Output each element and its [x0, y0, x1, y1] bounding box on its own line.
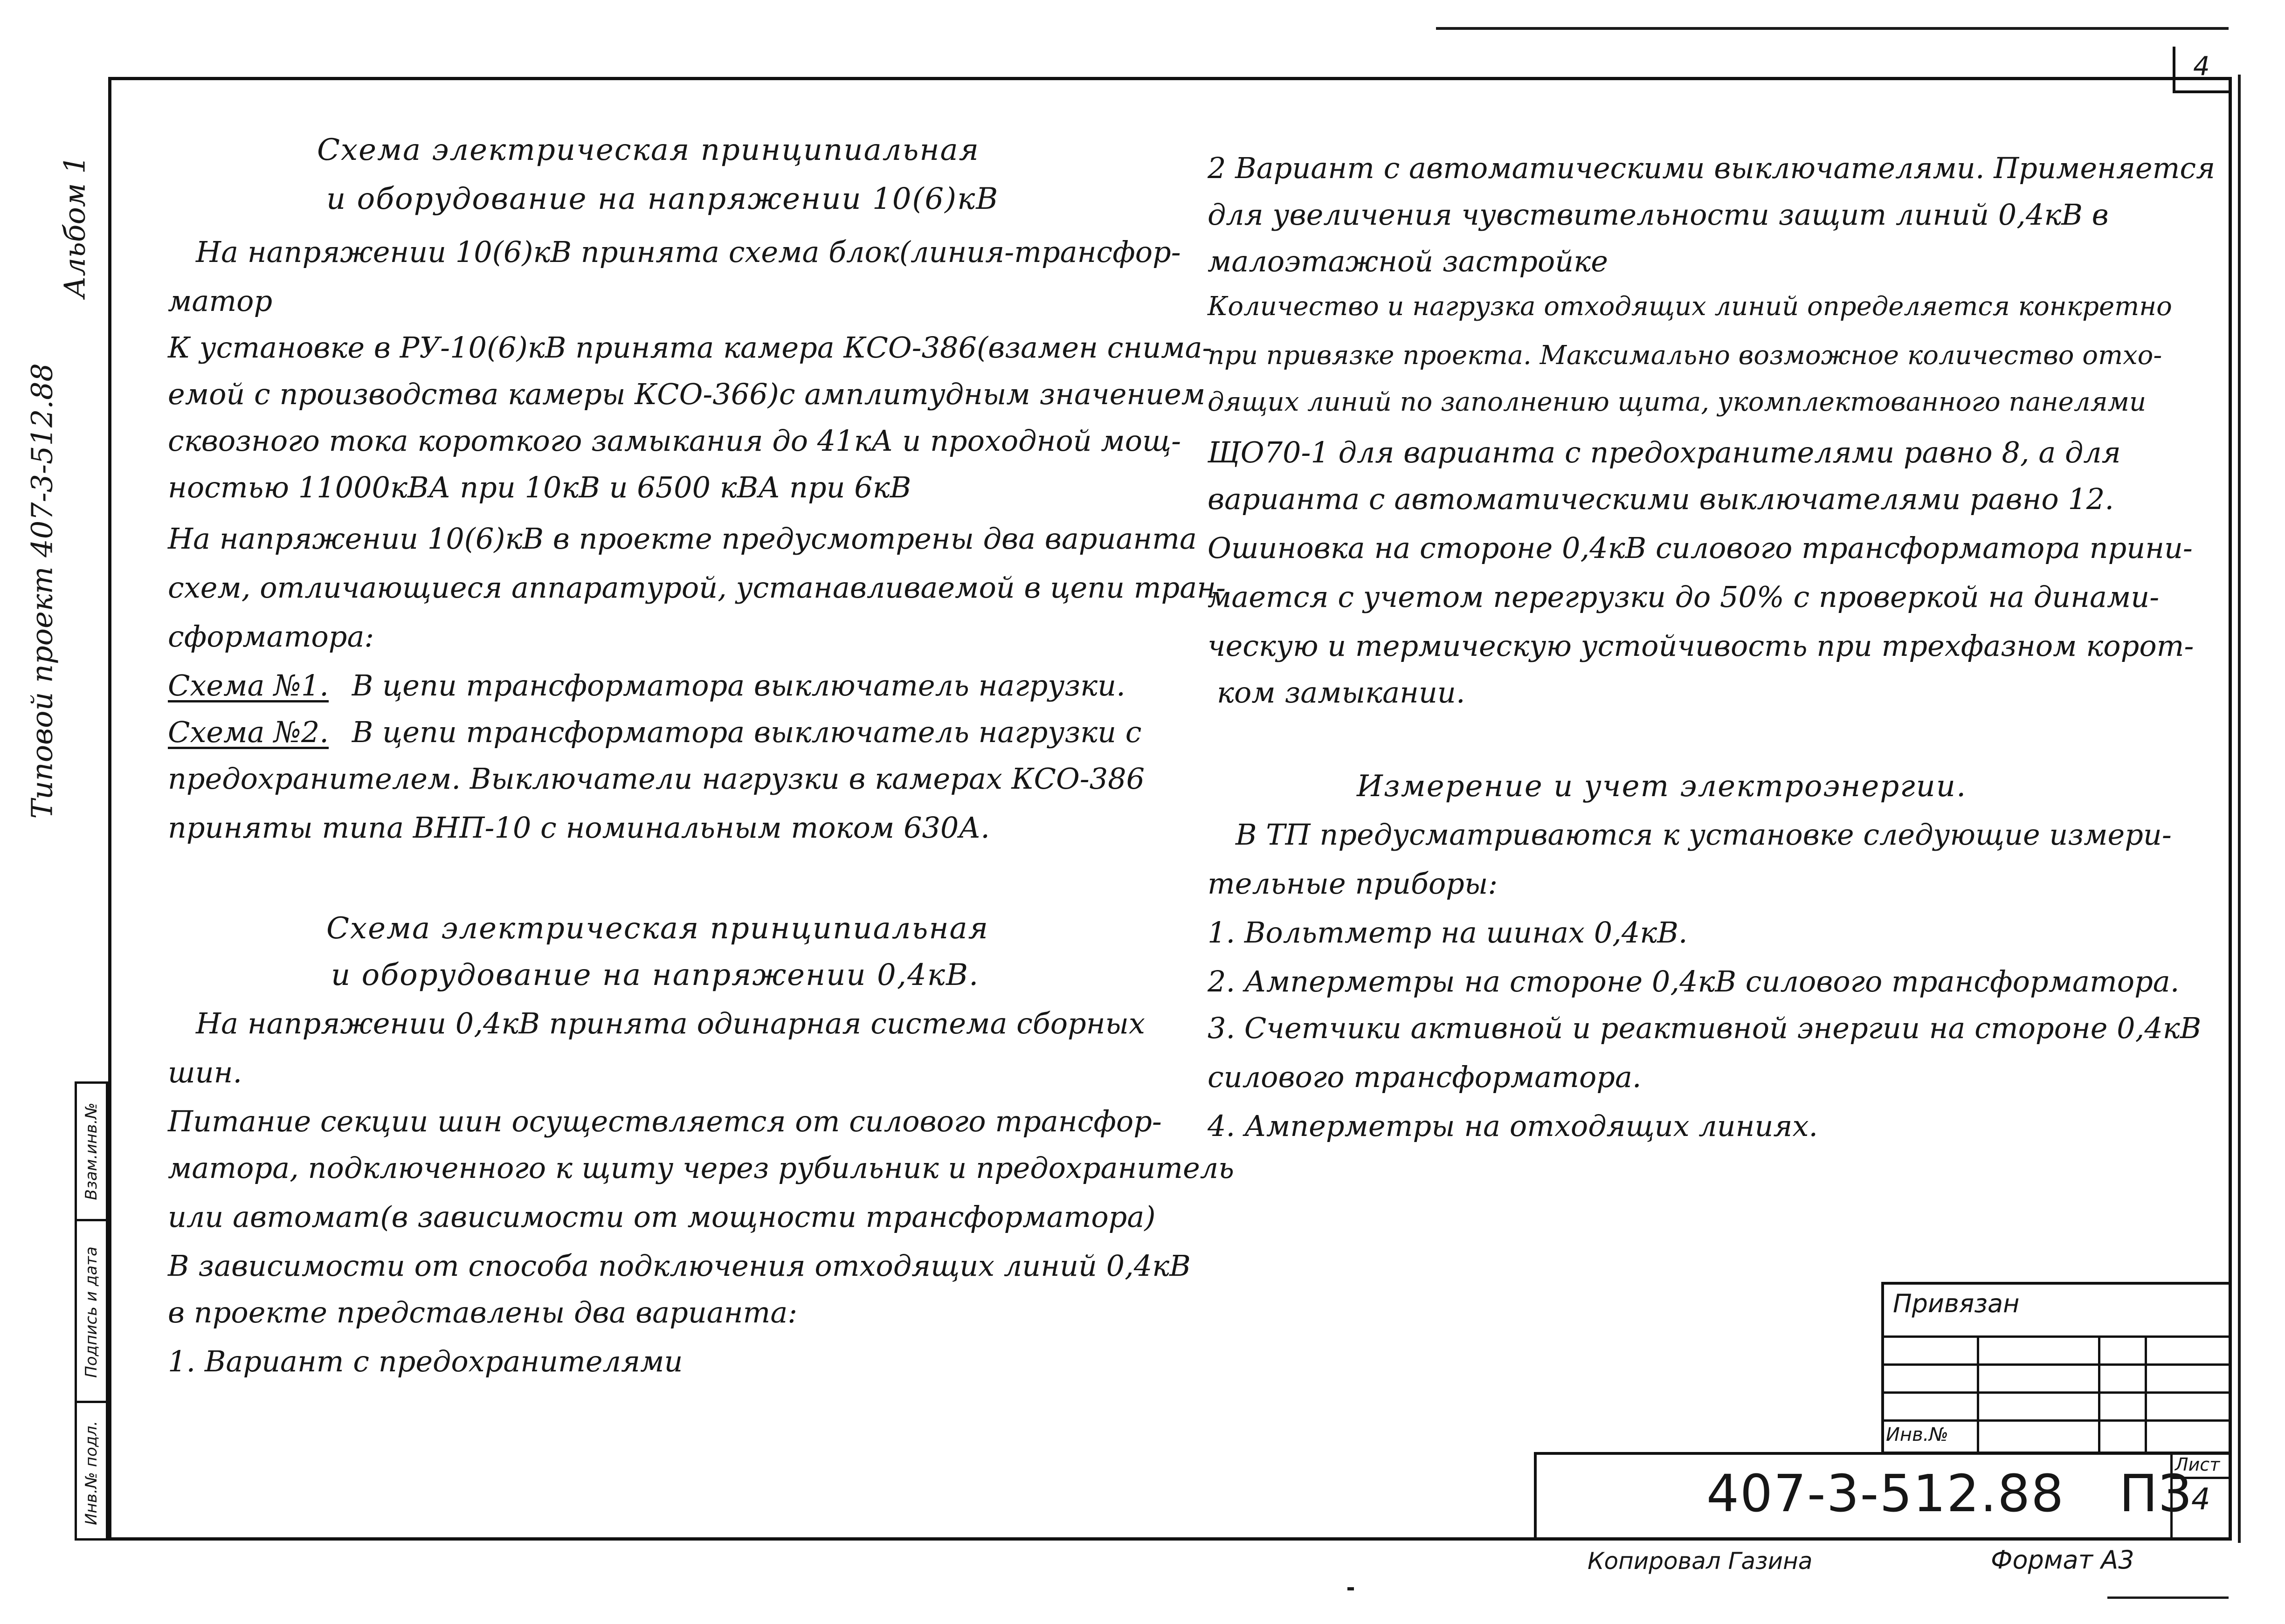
text-line: На напряжении 10(6)кВ в проекте предусмотрены два варианта [168, 522, 1197, 556]
tb-grid-line [1881, 1391, 2232, 1394]
album-label: Альбом 1 [57, 155, 92, 298]
format-label: Формат А3 [1991, 1545, 2134, 1575]
document-code-number: 407-3-512.88 [1706, 1464, 2065, 1523]
section1-heading-line2: и оборудование на напряжении 10(6)кВ [326, 182, 999, 216]
inv-label: Инв.№ [1886, 1424, 1948, 1445]
text-line: 3. Счетчики активной и реактивной энергии на стороне 0,4кВ [1208, 1011, 2202, 1045]
text-line: тельные приборы: [1208, 867, 1498, 901]
tb-grid-line [1881, 1363, 2232, 1366]
tb-grid-line [1977, 1335, 1979, 1454]
tb-grid-line [2098, 1335, 2100, 1454]
section1-heading-line1: Схема электрическая принципиальная [317, 133, 980, 167]
text-line: при привязке проекта. Максимально возможное количество отхо- [1208, 340, 2162, 371]
text-line: для увеличения чувствительности защит линий 0,4кВ в [1208, 198, 2109, 232]
section2-heading-line1: Схема электрическая принципиальная [326, 911, 989, 946]
text-line: ЩО70-1 для варианта с предохранителями равно 8, а для [1208, 435, 2121, 469]
text-line: предохранителем. Выключатели нагрузки в камерах КСО-386 [168, 762, 1145, 796]
text-line: матора, подключенного к щиту через рубильник и предохранитель [168, 1151, 1235, 1185]
text-line: 4. Амперметры на отходящих линиях. [1208, 1109, 1818, 1143]
text-line: мается с учетом перегрузки до 50% с проверкой на динами- [1208, 580, 2160, 614]
text-line: ком замыкании. [1217, 675, 1465, 709]
text-line: приняты типа ВНП-10 с номинальным током 630А. [168, 811, 990, 845]
scheme2-text: В цепи трансформатора выключатель нагрузки с [352, 715, 1142, 749]
text-line: малоэтажной застройке [1208, 244, 1608, 278]
scheme1-text: В цепи трансформатора выключатель нагрузки. [352, 668, 1125, 702]
text-line: емой с производства камеры КСО-366)с амплитудным значением [168, 377, 1206, 411]
scheme1-line [168, 668, 1125, 702]
text-line: в проекте представлены два варианта: [168, 1295, 798, 1329]
document-code [1706, 1464, 2192, 1523]
text-line: матор [168, 284, 273, 318]
text-line: В ТП предусматриваются к установке следующие измери- [1236, 818, 2172, 852]
bottom-pencil-mark [2107, 1596, 2229, 1599]
scheme1-label: Схема №1. [168, 668, 329, 702]
corner-page-number: 4 [2193, 51, 2210, 82]
text-line: силового трансформатора. [1208, 1060, 1642, 1094]
bottom-dot [1347, 1587, 1354, 1590]
side-cell-1: Взам.инв.№ [82, 1102, 101, 1200]
section2-heading-line2: и оборудование на напряжении 0,4кВ. [331, 958, 980, 992]
text-line: На напряжении 10(6)кВ принята схема блок(линия-трансфор- [196, 235, 1181, 269]
text-line: 2. Амперметры на стороне 0,4кВ силового трансформатора. [1208, 964, 2180, 998]
copied-by: Копировал Газина [1588, 1548, 1813, 1575]
text-line: сквозного тока короткого замыкания до 41кА и проходной мощ- [168, 424, 1181, 458]
scheme2-label: Схема №2. [168, 715, 329, 749]
side-cell-3: Инв.№ подл. [77, 1401, 106, 1543]
text-line: Количество и нагрузка отходящих линий определяется конкретно [1208, 291, 2172, 322]
text-line: 2 Вариант с автоматическими выключателями. Применяется [1208, 151, 2216, 185]
privyazan-label: Привязан [1893, 1289, 2020, 1318]
scheme2-line [168, 715, 1142, 749]
text-line: шин. [168, 1055, 242, 1089]
side-cell-2: Подпись и дата [77, 1219, 106, 1403]
text-line: Ошиновка на стороне 0,4кВ силового трансформатора прини- [1208, 531, 2193, 565]
tb-grid-line [1881, 1335, 2232, 1338]
text-line: 1. Вариант с предохранителями [168, 1344, 683, 1378]
left-column [159, 0, 1235, 1538]
sheet-number: 4 [2191, 1482, 2210, 1517]
tb-grid-line [2145, 1335, 2147, 1454]
document-type: ПЗ [2119, 1464, 2193, 1523]
text-line: сформатора: [168, 619, 374, 654]
text-line: 1. Вольтметр на шинах 0,4кВ. [1208, 915, 1688, 950]
right-pencil-line [2238, 75, 2241, 1543]
measurement-heading: Измерение и учет электроэнергии. [1357, 769, 1967, 804]
text-line: схем, отличающиеся аппаратурой, устанавливаемой в цепи тран- [168, 571, 1226, 605]
text-line: ческую и термическую устойчивость при трехфазном корот- [1208, 629, 2194, 663]
text-line: варианта с автоматическими выключателями равно 12. [1208, 482, 2114, 516]
text-line: дящих линий по заполнению щита, укомплектованного панелями [1208, 387, 2147, 417]
side-stamp-table [75, 1081, 108, 1541]
text-line: На напряжении 0,4кВ принята одинарная система сборных [196, 1006, 1146, 1040]
text-line: В зависимости от способа подключения отходящих линий 0,4кВ [168, 1249, 1191, 1283]
sheet-label: Лист [2175, 1454, 2220, 1475]
text-line: или автомат(в зависимости от мощности трансформатора) [168, 1200, 1156, 1234]
project-label: Типовой проект 407-3-512.88 [25, 363, 59, 819]
text-line: К установке в РУ-10(6)кВ принята камера КСО-386(взамен снима- [168, 330, 1212, 365]
text-line: Питание секции шин осуществляется от силового трансфор- [168, 1104, 1162, 1138]
tb-grid-line [1881, 1419, 2232, 1422]
text-line: ностью 11000кВА при 10кВ и 6500 кВА при 6кВ [168, 470, 911, 504]
